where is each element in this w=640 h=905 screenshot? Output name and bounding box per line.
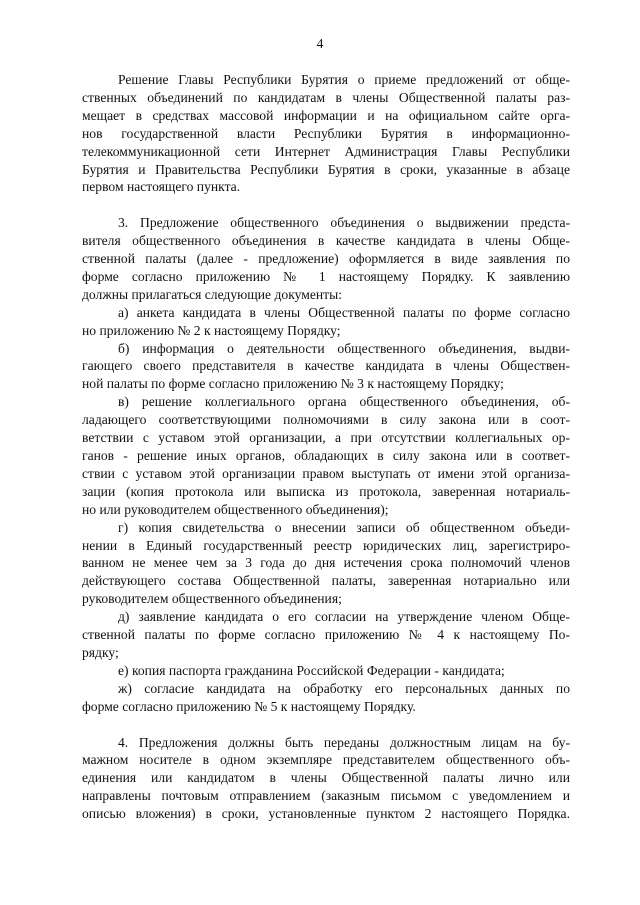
text-line: ванном не менее чем за 3 года до дня истечения срока полномочий членов [82,555,570,571]
document-body [82,71,570,823]
text-line: ладающего соответствующими полномочиями в силу закона или в соот- [82,412,570,428]
text-line: ствии с уставом этой организации правом выступать от имени этой организа- [82,465,570,481]
text-line: но или руководителем общественного объединения); [82,501,389,517]
text-line: нении в Единый государственный реестр юридических лиц, зарегистриро- [82,537,570,553]
text-line: направлены почтовым отправлением (заказным письмом с уведомлением и [82,788,570,804]
list-item-v [82,393,570,518]
text-line: описью вложения) в сроки, установленные пунктом 2 настоящего Порядка. [82,806,570,822]
text-line: ственных объединений по кандидатам в члены Общественной палаты раз- [82,89,570,105]
text-line: руководителем общественного объединения; [82,591,342,607]
text-line: вителя общественного объединения в качестве кандидата в члены Обще- [82,233,570,249]
text-line: действующего состава Общественной палаты, заверенная нотариально или [82,573,570,589]
text-line: зации (копия протокола или выписка из протокола, заверенная нотариаль- [82,483,570,499]
list-item-g [82,519,570,609]
text-line: телекоммуникационной сети Интернет Администрация Главы Республики [82,143,570,159]
text-line: ственной палаты (далее - предложение) оформляется в виде заявления по [82,251,570,267]
text-line: ветствии с уставом этой организации, а при отсутствии коллегиальных ор- [82,430,570,446]
text-line: ж) согласие кандидата на обработку его персональных данных по [118,680,570,696]
text-line: ганов - решение иных органов, обладающих в силу закона или в соответ- [82,448,570,464]
text-line: мажном носителе в одном экземпляре представителем общественного объ- [82,752,570,768]
text-line: ной палаты по форме согласно приложению № 3 к настоящему Порядку; [82,376,504,392]
page-number: 4 [316,36,324,51]
text-line: а) анкета кандидата в члены Общественной палаты по форме согласно [118,304,570,320]
list-item-d [82,608,570,662]
paragraph-item-3 [82,214,570,304]
text-line: нов государственной власти Республики Бурятия в информационно- [82,125,570,141]
text-line: в) решение коллегиального органа общественного объединения, об- [118,394,570,410]
text-line: д) заявление кандидата о его согласии на утверждение членом Обще- [118,609,570,625]
text-line: форме согласно приложению № 5 к настоящему Порядку. [82,698,416,714]
text-line: г) копия свидетельства о внесении записи об общественном объеди- [118,519,570,535]
text-line: ственной палаты по форме согласно приложению № 4 к настоящему По- [82,627,570,643]
paragraph-announcement [82,71,570,196]
text-line: гающего своего представителя в качестве кандидата в члены Обществен- [82,358,570,374]
text-line: первом настоящего пункта. [82,179,241,195]
text-line: б) информация о деятельности общественного объединения, выдви- [118,340,570,356]
text-line: 4. Предложения должны быть переданы должностным лицам на бу- [118,734,570,750]
text-line: 3. Предложение общественного объединения о выдвижении предста- [118,215,570,231]
text-line: мещает в средствах массовой информации и на официальном сайте орга- [82,107,570,123]
paragraph-item-4 [82,734,570,824]
list-item-b [82,340,570,394]
text-line: Бурятия и Правительства Республики Бурятия в сроки, указанные в абзаце [82,161,570,177]
text-line: е) копия паспорта гражданина Российской Федерации - кандидата; [118,662,505,678]
text-line: Решение Главы Республики Бурятия о приеме предложений от обще- [118,72,570,87]
text-line: единения или кандидатом в члены Общественной палаты лично или [82,770,570,786]
text-line: но приложению № 2 к настоящему Порядку; [82,322,341,338]
list-item-zh [82,680,570,716]
text-line: должны прилагаться следующие документы: [82,286,342,302]
list-item-a [82,304,570,340]
list-item-e [82,662,570,680]
text-line: рядку; [82,644,119,660]
text-line: форме согласно приложению № 1 настоящему Порядку. К заявлению [82,268,570,284]
